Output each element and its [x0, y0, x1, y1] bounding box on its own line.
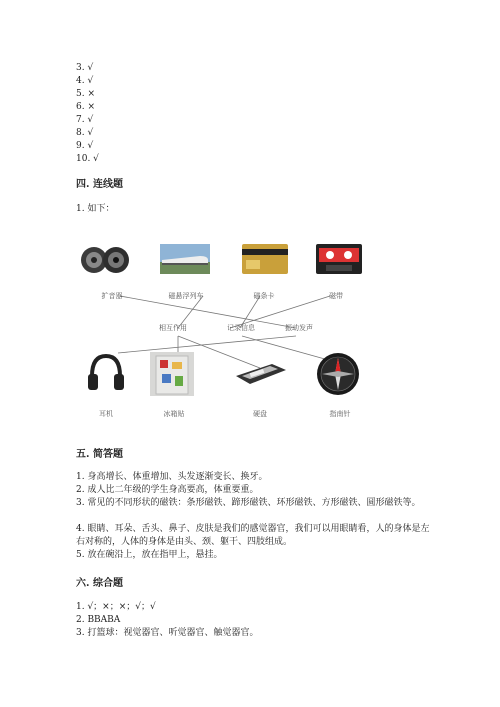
- section-title: 五. 简答题: [76, 449, 123, 460]
- matching-diagram: [60, 228, 460, 428]
- middle-item-label: 振动发声: [285, 324, 313, 332]
- middle-item-label: 相互作用: [159, 324, 187, 332]
- top-item-label: 扩音器: [101, 292, 123, 300]
- bottom-item-label: 耳机: [99, 410, 113, 418]
- answer-line: 4. √: [76, 76, 94, 86]
- cassette-tape-icon: [316, 244, 362, 274]
- bottom-item-label: 指南针: [329, 410, 351, 418]
- answer-line: 4. 眼睛、耳朵、舌头、鼻子、皮肤是我们的感觉器官，我们可以用眼睛看，人的身体是左右对称的，人体的身体是由头、颈、躯干、四肢组成。: [76, 524, 430, 547]
- headphones-icon: [86, 352, 126, 394]
- answer-line: 6. ×: [76, 102, 95, 112]
- answer-line: 10. √: [76, 154, 99, 164]
- maglev-train-icon: [160, 244, 210, 274]
- answer-line: 2. BBABA: [76, 615, 121, 625]
- bottom-item-label: 冰箱贴: [163, 410, 185, 418]
- top-item-label: 磁条卡: [253, 292, 275, 300]
- answer-line: 3. 常见的不同形状的磁铁：条形磁铁、蹄形磁铁、环形磁铁、方形磁铁、圆形磁铁等。: [76, 498, 421, 508]
- bottom-item-label: 硬盘: [253, 410, 267, 418]
- answer-line: 1. 身高增长、体重增加、头发逐渐变长、换牙。: [76, 472, 268, 482]
- magnetic-card-icon: [242, 244, 288, 274]
- answer-line: 8. √: [76, 128, 94, 138]
- answer-line: 3. √: [76, 63, 94, 73]
- answer-line: 3. 打篮球：视觉器官、听觉器官、触觉器官。: [76, 628, 259, 638]
- answer-line: 7. √: [76, 115, 94, 125]
- section-title: 六. 综合题: [76, 578, 123, 589]
- answer-line: 1. √；×；×；√；√: [76, 602, 156, 612]
- top-item-label: 磁悬浮列车: [168, 292, 204, 300]
- fridge-magnet-icon: [150, 352, 194, 396]
- top-item-label: 磁带: [329, 292, 343, 300]
- answer-line: 5. ×: [76, 89, 95, 99]
- middle-item-label: 记录信息: [227, 324, 255, 332]
- answer-line: 9. √: [76, 141, 94, 151]
- compass-icon: [316, 352, 360, 396]
- answer-line: 5. 放在碗沿上，放在指甲上，悬挂。: [76, 550, 223, 560]
- answer-line: 2. 成人比二年级的学生身高要高，体重要重。: [76, 485, 259, 495]
- section-title: 四. 连线题: [76, 179, 123, 190]
- hard-disk-icon: [232, 358, 288, 388]
- section-intro: 1. 如下：: [76, 204, 115, 214]
- speaker-icon: [80, 242, 130, 278]
